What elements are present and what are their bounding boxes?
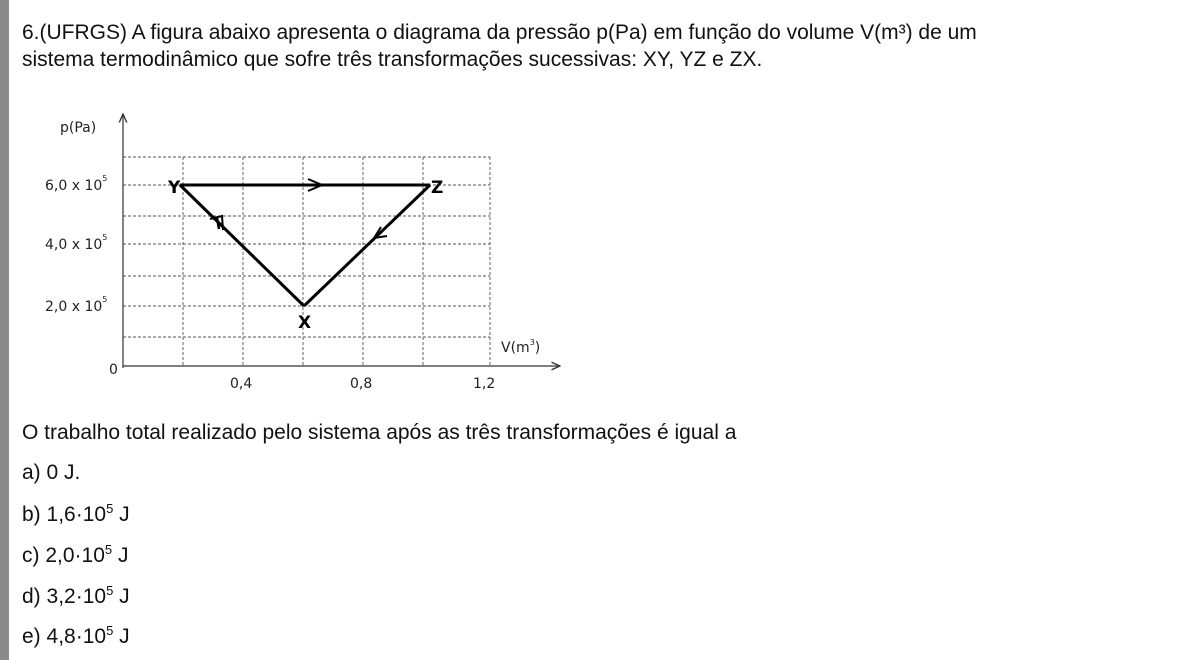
- question-statement-line-1: 6.(UFRGS) A figura abaixo apresenta o diagrama da pressão p(Pa) em função do volume V(m³) de um: [22, 21, 977, 44]
- option-value: 2,0·10: [45, 544, 105, 567]
- x-axis-label: $V(m^3)$: [501, 338, 541, 356]
- option-exponent: 5: [106, 583, 114, 598]
- option-letter: d): [22, 585, 41, 608]
- question-statement-line-2: sistema termodinâmico que sofre três transformações sucessivas: XY, YZ e ZX.: [22, 48, 763, 71]
- option-unit: J: [113, 503, 130, 526]
- point-label-z: Z: [431, 178, 444, 198]
- y-tick-label: 6,0 x $10^5$: [45, 174, 108, 194]
- option-e[interactable]: [22, 624, 130, 650]
- option-value: 4,8·10: [46, 625, 107, 648]
- option-letter: c): [22, 544, 40, 567]
- left-margin-bar: [0, 0, 9, 660]
- x-tick-label: 1,2: [473, 376, 496, 392]
- direction-arrow-xy: [217, 218, 219, 229]
- option-value: 0 J.: [46, 461, 81, 484]
- y-axis-label: p(Pa): [60, 120, 97, 136]
- option-value: 3,2·10: [46, 585, 107, 608]
- option-letter: a): [22, 461, 41, 484]
- point-label-y: Y: [168, 178, 181, 198]
- option-c[interactable]: [22, 543, 128, 569]
- y-tick-label: 2,0 x $10^5$: [45, 295, 108, 315]
- option-exponent: 5: [106, 623, 114, 638]
- option-unit: J: [113, 585, 130, 608]
- x-tick-label: 0,8: [350, 376, 373, 392]
- option-unit: J: [113, 625, 130, 648]
- option-a[interactable]: [22, 460, 80, 486]
- origin-label: 0: [109, 362, 118, 378]
- x-tick-label: 0,4: [230, 376, 253, 392]
- option-exponent: 5: [104, 542, 113, 557]
- pv-diagram: [30, 102, 570, 402]
- option-letter: e): [22, 625, 41, 648]
- question-prompt: O trabalho total realizado pelo sistema após as três transformações é igual a: [22, 421, 737, 444]
- point-label-x: X: [298, 313, 312, 333]
- process-zx: [304, 185, 430, 306]
- option-exponent: 5: [106, 501, 114, 516]
- option-d[interactable]: [22, 584, 130, 610]
- option-value: 1,6·10: [46, 503, 107, 526]
- y-tick-label: 4,0 x $10^5$: [45, 233, 108, 253]
- thermodynamic-cycle: [180, 185, 430, 306]
- option-letter: b): [22, 503, 41, 526]
- option-b[interactable]: [22, 502, 130, 528]
- option-unit: J: [112, 544, 129, 567]
- process-xy: [180, 185, 304, 306]
